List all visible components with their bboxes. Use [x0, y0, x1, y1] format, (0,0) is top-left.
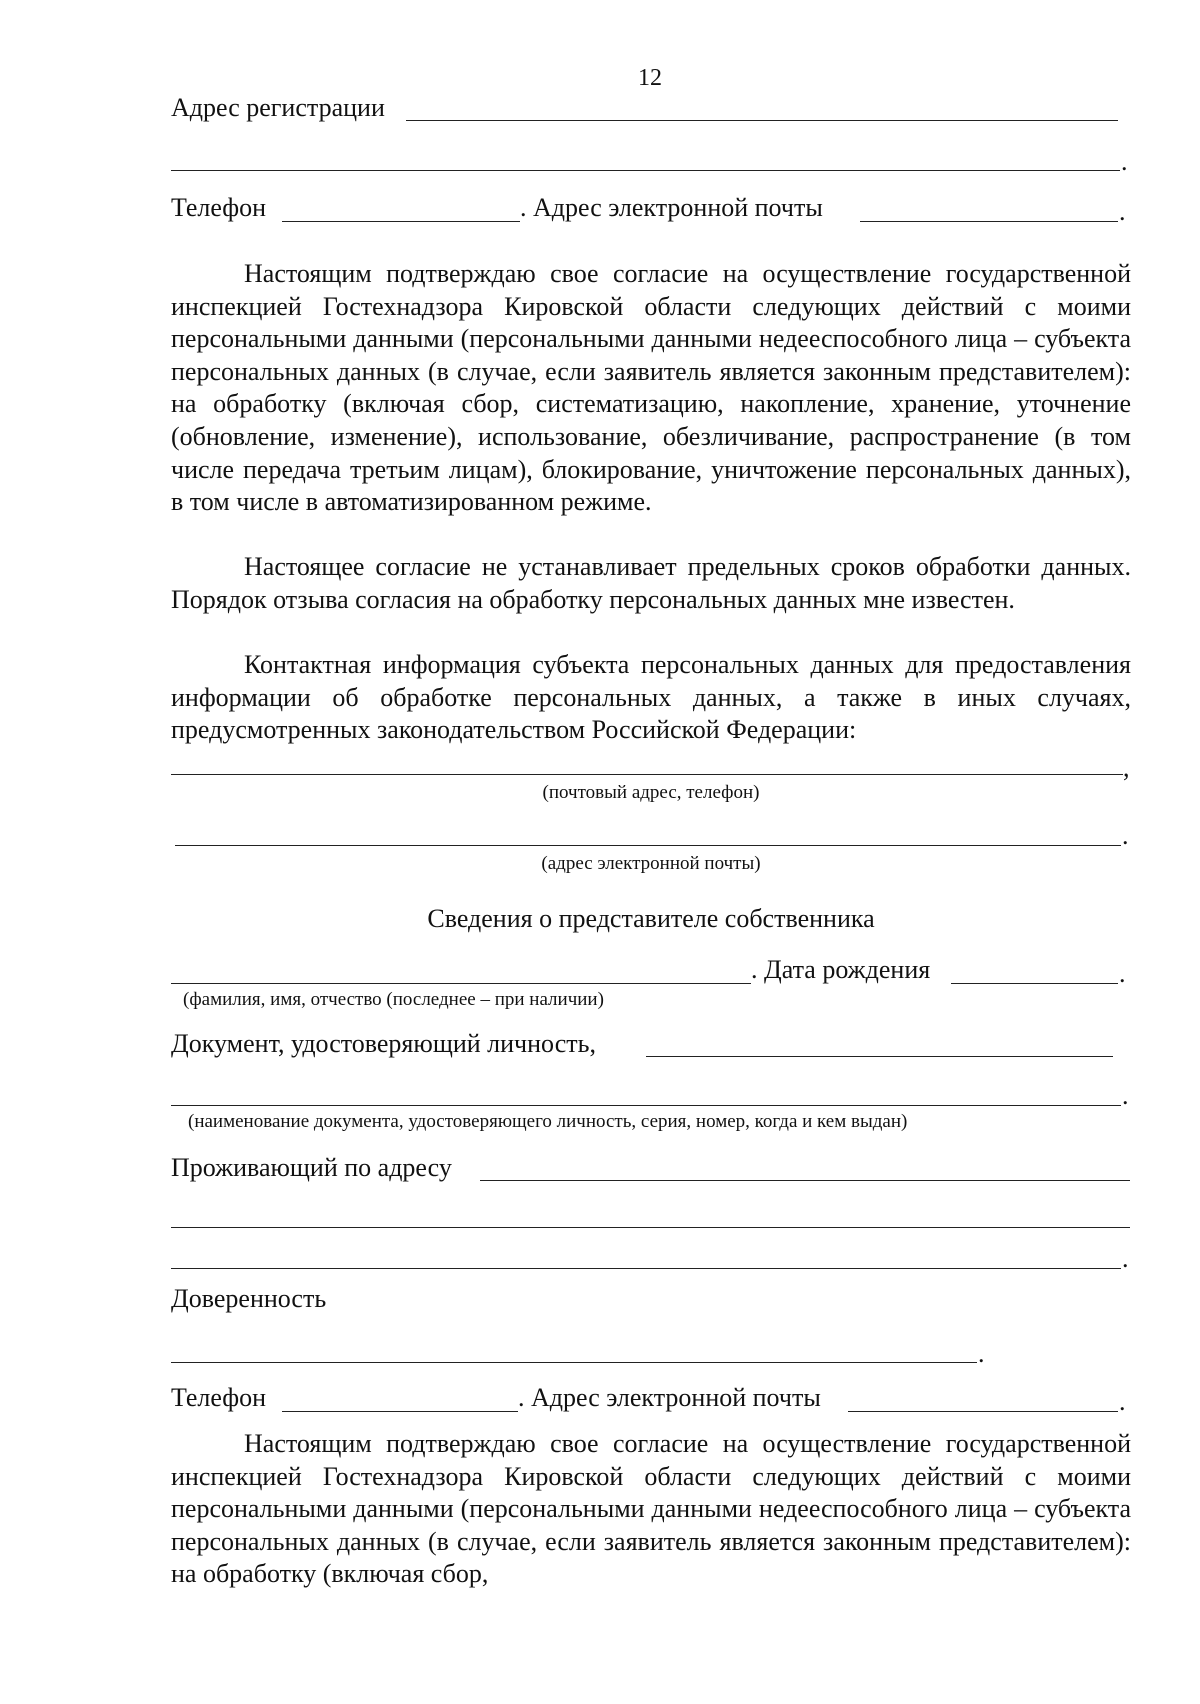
residence-field-line3[interactable]: [171, 1268, 1121, 1269]
period-mark: .: [1121, 147, 1128, 176]
residence-field-line2[interactable]: [171, 1227, 1130, 1228]
contact-email-hint: (адрес электронной почты): [541, 853, 761, 874]
representative-heading: Сведения о представителе собственника: [427, 904, 875, 933]
rep-consent-paragraph: Настоящим подтверждаю свое согласие на осуществление государственной инспекцией Гостехнадзора Кировской области следующих действий с моими персональными данными (персональными данными недееспособного лица – субъекта персональных данных (в случае, если заявитель является законным представителем): на обработку (включая сбор,: [171, 1429, 1131, 1589]
id-document-field[interactable]: [646, 1056, 1113, 1057]
postal-address-field[interactable]: [171, 774, 1123, 775]
period-mark: .: [1119, 1387, 1126, 1416]
period-mark: .: [978, 1339, 985, 1368]
consent-paragraph: Настоящим подтверждаю свое согласие на осуществление государственной инспекцией Гостехнадзора Кировской области следующих действий с моими персональными данными (персональными данными недееспособного лица – субъекта персональных данных (в случае, если заявитель является законным представителем): на обработку (включая сбор, систематизацию, накопление, хранение, уточнение (обновление, изменение), использование, обезличивание, распространение (в том числе передача третьим лицам), блокирование, уничтожение персональных данных), в том числе в автоматизированном режиме.: [171, 259, 1131, 517]
birth-date-label: . Дата рождения: [751, 955, 931, 984]
reg-address-label: Адрес регистрации: [171, 93, 385, 122]
power-of-attorney-field[interactable]: [171, 1362, 977, 1363]
email-label: . Адрес электронной почты: [520, 193, 823, 222]
comma-mark: ,: [1123, 753, 1130, 782]
power-of-attorney-label: Доверенность: [171, 1284, 327, 1313]
period-mark: .: [1119, 959, 1126, 988]
contact-email-field[interactable]: [175, 845, 1121, 846]
representative-name-field[interactable]: [171, 983, 751, 984]
residence-label: Проживающий по адресу: [171, 1153, 452, 1182]
phone-label: Телефон: [171, 193, 267, 222]
no-limit-paragraph: Настоящее согласие не устанавливает предельных сроков обработки данных. Порядок отзыва согласия на обработку персональных данных мне известен.: [171, 552, 1131, 614]
period-mark: .: [1119, 197, 1126, 226]
birth-date-field[interactable]: [951, 983, 1118, 984]
rep-email-field[interactable]: [848, 1411, 1118, 1412]
period-mark: .: [1122, 1081, 1129, 1110]
id-document-field-line2[interactable]: [171, 1105, 1121, 1106]
period-mark: .: [1122, 1244, 1129, 1273]
rep-phone-field[interactable]: [282, 1411, 518, 1412]
reg-address-field-line2[interactable]: [171, 170, 1120, 171]
residence-field[interactable]: [480, 1180, 1130, 1181]
page-number: 12: [638, 65, 662, 91]
rep-email-label: . Адрес электронной почты: [518, 1383, 821, 1412]
id-document-hint: (наименование документа, удостоверяющего личность, серия, номер, когда и кем выдан): [188, 1111, 908, 1132]
contact-paragraph: Контактная информация субъекта персональных данных для предоставления информации об обработке персональных данных, а также в иных случаях, предусмотренных законодательством Российской Федерации:: [171, 650, 1131, 745]
reg-address-field[interactable]: [406, 120, 1118, 121]
name-hint: (фамилия, имя, отчество (последнее – при наличии): [183, 989, 604, 1010]
id-document-label: Документ, удостоверяющий личность,: [171, 1029, 596, 1058]
period-mark: .: [1122, 821, 1129, 850]
email-field[interactable]: [860, 221, 1118, 222]
rep-phone-label: Телефон: [171, 1383, 267, 1412]
postal-address-hint: (почтовый адрес, телефон): [542, 782, 760, 803]
phone-field[interactable]: [282, 221, 520, 222]
